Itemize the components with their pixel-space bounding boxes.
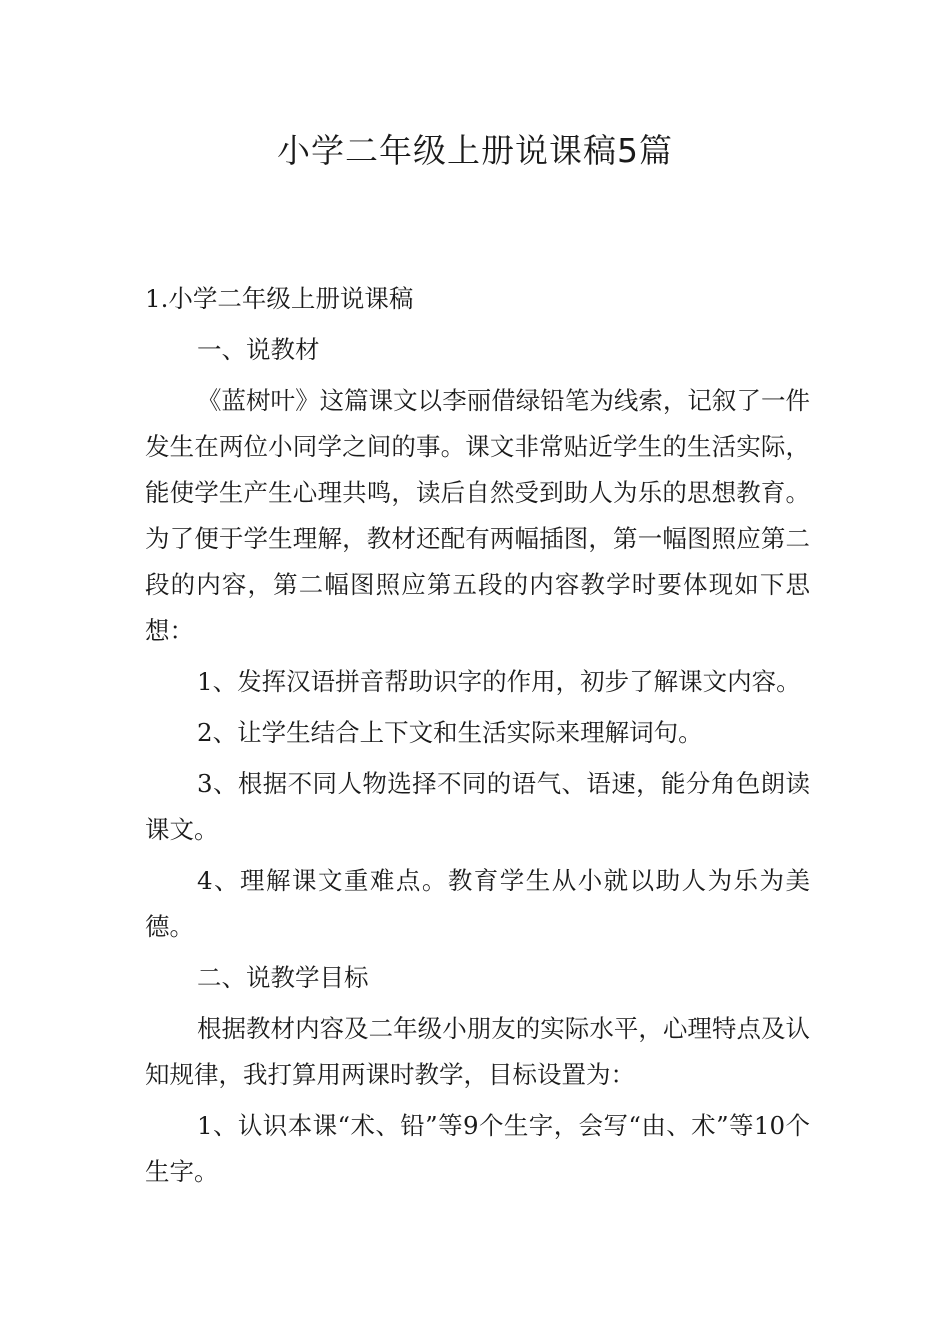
list-item-3: 3、根据不同人物选择不同的语气、语速，能分角色朗读课文。 bbox=[145, 769, 810, 844]
paragraph-textbook-intro: 《蓝树叶》这篇课文以李丽借绿铅笔为线索，记叙了一件发生在两位小同学之间的事。课文非常贴近学生的生活实际，能使学生产生心理共鸣，读后自然受到助人为乐的思想教育。为了便于学生理解，教材还配有两幅插图，第一幅图照应第二段的内容，第二幅图照应第五段的内容教学时要体现如下思想： bbox=[145, 386, 810, 645]
section-title: 1.小学二年级上册说课稿 bbox=[145, 284, 414, 313]
list-item-4: 4、理解课文重难点。教育学生从小就以助人为乐为美德。 bbox=[145, 866, 810, 941]
document-title: 小学二年级上册说课稿5篇 bbox=[277, 131, 673, 170]
list-item-2: 2、让学生结合上下文和生活实际来理解词句。 bbox=[197, 718, 703, 747]
paragraph-objectives-intro: 根据教材内容及二年级小朋友的实际水平，心理特点及认知规律，我打算用两课时教学，目标设置为： bbox=[145, 1014, 810, 1089]
heading-textbook: 一、说教材 bbox=[197, 335, 320, 364]
objective-item-1: 1、认识本课“术、铅”等9个生字，会写“由、术”等10个生字。 bbox=[145, 1111, 810, 1186]
document-body bbox=[145, 276, 810, 1200]
list-item-1: 1、发挥汉语拼音帮助识字的作用，初步了解课文内容。 bbox=[197, 667, 801, 696]
heading-objectives: 二、说教学目标 bbox=[197, 963, 369, 992]
